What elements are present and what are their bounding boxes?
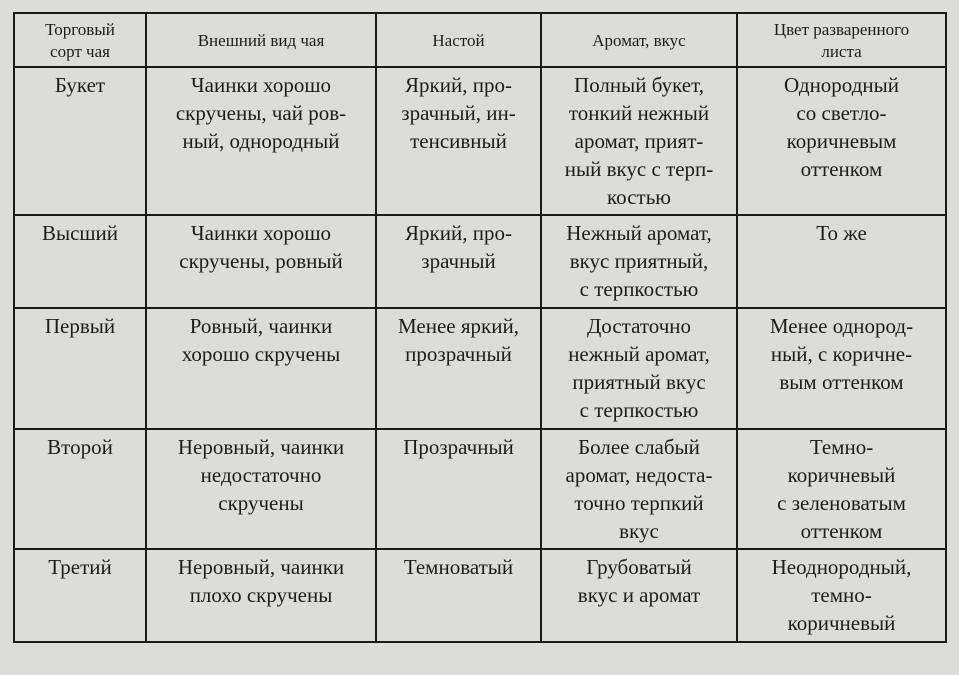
cell-grade: Третий xyxy=(14,549,146,642)
cell-leaf-color: Однородный со светло- коричневым оттенком xyxy=(737,67,946,215)
cell-appearance: Неровный, чаинки недостаточно скручены xyxy=(146,429,376,549)
tea-grades-table xyxy=(13,12,947,643)
table-row xyxy=(14,67,946,215)
cell-aroma: Достаточно нежный аромат, приятный вкус с терпкостью xyxy=(541,308,737,429)
header-leaf-color: Цвет разваренного листа xyxy=(737,13,946,67)
cell-leaf-color: То же xyxy=(737,215,946,308)
cell-grade: Высший xyxy=(14,215,146,308)
cell-leaf-color: Неоднородный, темно- коричневый xyxy=(737,549,946,642)
cell-grade: Первый xyxy=(14,308,146,429)
header-aroma: Аромат, вкус xyxy=(541,13,737,67)
cell-leaf-color: Менее однород- ный, с коричне- вым оттенком xyxy=(737,308,946,429)
cell-appearance: Чаинки хорошо скручены, ровный xyxy=(146,215,376,308)
cell-infusion: Темноватый xyxy=(376,549,541,642)
cell-infusion: Прозрачный xyxy=(376,429,541,549)
cell-grade: Букет xyxy=(14,67,146,215)
table-row xyxy=(14,308,946,429)
cell-infusion: Менее яркий, прозрачный xyxy=(376,308,541,429)
cell-aroma: Нежный аромат, вкус приятный, с терпкостью xyxy=(541,215,737,308)
header-infusion: Настой xyxy=(376,13,541,67)
cell-grade: Второй xyxy=(14,429,146,549)
table-row xyxy=(14,429,946,549)
cell-aroma: Более слабый аромат, недоста- точно терпкий вкус xyxy=(541,429,737,549)
cell-appearance: Ровный, чаинки хорошо скручены xyxy=(146,308,376,429)
table-row xyxy=(14,549,946,642)
cell-infusion: Яркий, про- зрачный xyxy=(376,215,541,308)
cell-appearance: Чаинки хорошо скручены, чай ров- ный, однородный xyxy=(146,67,376,215)
cell-leaf-color: Темно- коричневый с зеленоватым оттенком xyxy=(737,429,946,549)
cell-infusion: Яркий, про- зрачный, ин- тенсивный xyxy=(376,67,541,215)
header-grade: Торговый сорт чая xyxy=(14,13,146,67)
table-header-row xyxy=(14,13,946,67)
cell-aroma: Полный букет, тонкий нежный аромат, прият- ный вкус с терп- костью xyxy=(541,67,737,215)
table-row xyxy=(14,215,946,308)
header-appearance: Внешний вид чая xyxy=(146,13,376,67)
cell-aroma: Грубоватый вкус и аромат xyxy=(541,549,737,642)
cell-appearance: Неровный, чаинки плохо скручены xyxy=(146,549,376,642)
